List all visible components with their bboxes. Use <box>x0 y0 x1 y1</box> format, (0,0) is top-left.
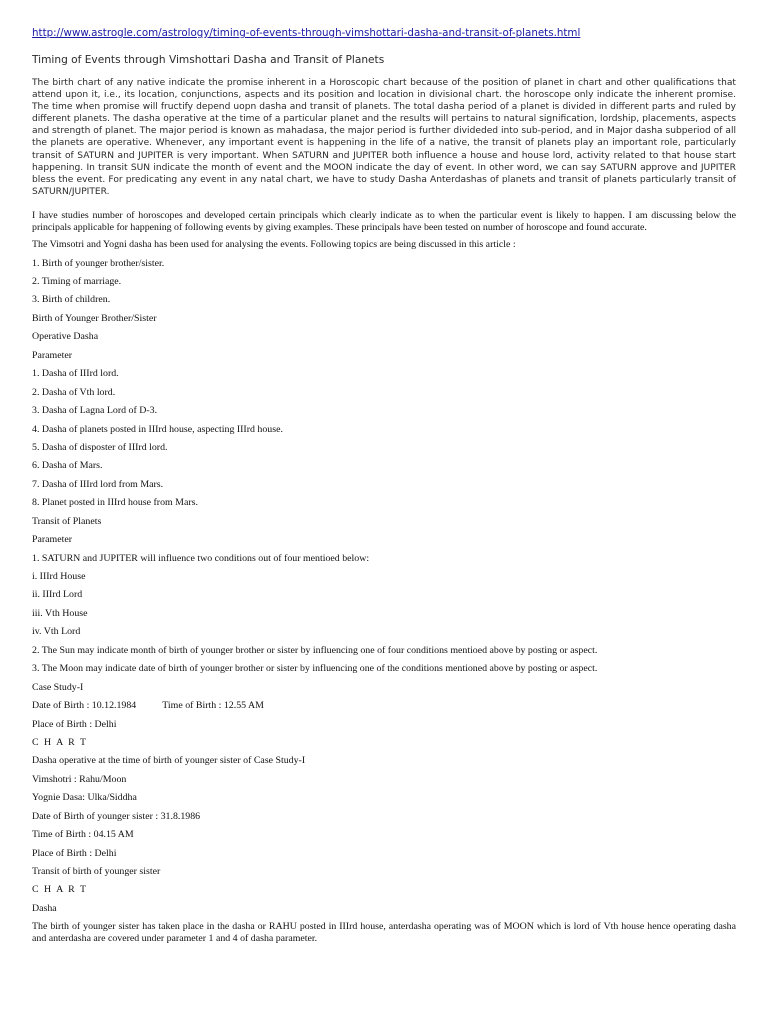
birth-place: Place of Birth : Delhi <box>32 718 117 730</box>
condition-item: iii. Vth House <box>32 607 88 619</box>
transit-item: 1. SATURN and JUPITER will influence two conditions out of four mentioed below: <box>32 552 370 564</box>
parameter-item: 1. Dasha of IIIrd lord. <box>32 368 119 380</box>
subsection-heading: Operative Dasha <box>32 331 99 343</box>
parameter-item: 2. Dasha of Vth lord. <box>32 386 116 398</box>
intro-paragraph: The birth chart of any native indicate the promise inherent in a Horoscopic chart because of the position of planet in chart and other qualifications that attend upon it, i.e., its location, conjunctions, aspects and its position and location in divisional chart. the horoscope only indicate the inherent promise. The time when promise will fructify depend uopn dasha and transit of planets. The total dasha period of a planet is divided in different parts and ruled by different planets. The dasha operative at the time of a particular planet and the results will pertains to natural signification, lordship, placements, aspects and strength of planet. The major period is known as mahadasa, the major period is further divideded into sub-period, and in Major dasha subperiod of all the planets are operative. Whenever, any important event is happening in the life of a native, the transit of planets play an important role, particularly transit of SATURN and JUPITER is very important. When SATURN and JUPITER both influence a house and house lord, activity related to that house start happening. In transit SUN indicate the month of event and the MOON indicate the day of event. In other word, we can say SATURN approve and JUPITER bless the event. For predicating any event in any natal chart, we have to study Dasha Anterdashas of planets and transit of planets particularly transit of SATURN/JUPITER. <box>32 78 736 197</box>
birth-details-line <box>32 697 736 715</box>
parameter-item: 6. Dasha of Mars. <box>32 460 103 472</box>
subsection-heading: Parameter <box>32 349 73 361</box>
topic-item: 2. Timing of marriage. <box>32 276 122 287</box>
topic-item: 3. Birth of children. <box>32 294 111 306</box>
topic-item: 1. Birth of younger brother/sister. <box>32 257 165 269</box>
chart-label: C H A R T <box>32 736 88 748</box>
parameter-item: 3. Dasha of Lagna Lord of D-3. <box>32 405 158 417</box>
chart-label: C H A R T <box>32 884 88 896</box>
parameter-item: 5. Dasha of disposter of IIIrd lord. <box>32 441 168 453</box>
case-study-heading: Case Study-I <box>32 681 84 693</box>
subsection-heading: Parameter <box>32 534 73 546</box>
condition-item: iv. Vth Lord <box>32 626 81 638</box>
dasha-heading: Dasha <box>32 902 57 914</box>
document-page <box>32 26 736 945</box>
sister-birth-place: Place of Birth : Delhi <box>32 847 117 859</box>
birth-time: Time of Birth : 12.55 AM <box>162 700 264 712</box>
principles-paragraph: I have studies number of horoscopes and developed certain principals which clearly indicate as to when the particular event is likely to happen. I am discussing below the principals applicable for happening of following events by giving examples. These principals have been tested on number of horoscope and found accurate. <box>32 209 736 233</box>
parameter-item: 8. Planet posted in IIIrd house from Mars. <box>32 497 198 509</box>
sister-birth-time: Time of Birth : 04.15 AM <box>32 829 134 841</box>
condition-item: i. IIIrd House <box>32 571 86 582</box>
sister-birth-date: Date of Birth of younger sister : 31.8.1986 <box>32 810 201 822</box>
condition-item: ii. IIIrd Lord <box>32 589 83 601</box>
dasha-line: Dasha operative at the time of birth of younger sister of Case Study-I <box>32 755 306 767</box>
article-title: Timing of Events through Vimshottari Dasha and Transit of Planets <box>32 54 385 66</box>
dasha-line: Yognie Dasa: Ulka/Siddha <box>32 792 137 804</box>
dasha-line: Vimshotri : Rahu/Moon <box>32 773 127 785</box>
transit-item: 2. The Sun may indicate month of birth of younger brother or sister by influencing one of four conditions mentioed above by posting or aspect. <box>32 644 598 656</box>
parameter-item: 4. Dasha of planets posted in IIIrd house, aspecting IIIrd house. <box>32 423 283 435</box>
parameter-item: 7. Dasha of IIIrd lord from Mars. <box>32 478 164 490</box>
transit-heading: Transit of birth of younger sister <box>32 866 161 877</box>
source-url-link[interactable]: http://www.astrogle.com/astrology/timing-of-events-through-vimshottari-dasha-and-transit-of-planets.html <box>32 27 581 39</box>
topics-intro-line: The Vimsotri and Yogni dasha has been used for analysing the events. Following topics are being discussed in this article : <box>32 239 516 251</box>
section-heading: Transit of Planets <box>32 515 102 527</box>
birth-date: Date of Birth : 10.12.1984 <box>32 700 137 712</box>
section-heading: Birth of Younger Brother/Sister <box>32 312 157 324</box>
content-lines <box>32 236 736 944</box>
conclusion-paragraph: The birth of younger sister has taken place in the dasha or RAHU posted in IIIrd house, anterdasha operating was of MOON which is lord of Vth house hence operating dasha and anterdasha are covered under parameter 1 and 4 of dasha parameter. <box>32 921 736 944</box>
transit-item: 3. The Moon may indicate date of birth of younger brother or sister by influencing one of the conditions mentioned above by posting or aspect. <box>32 663 598 675</box>
